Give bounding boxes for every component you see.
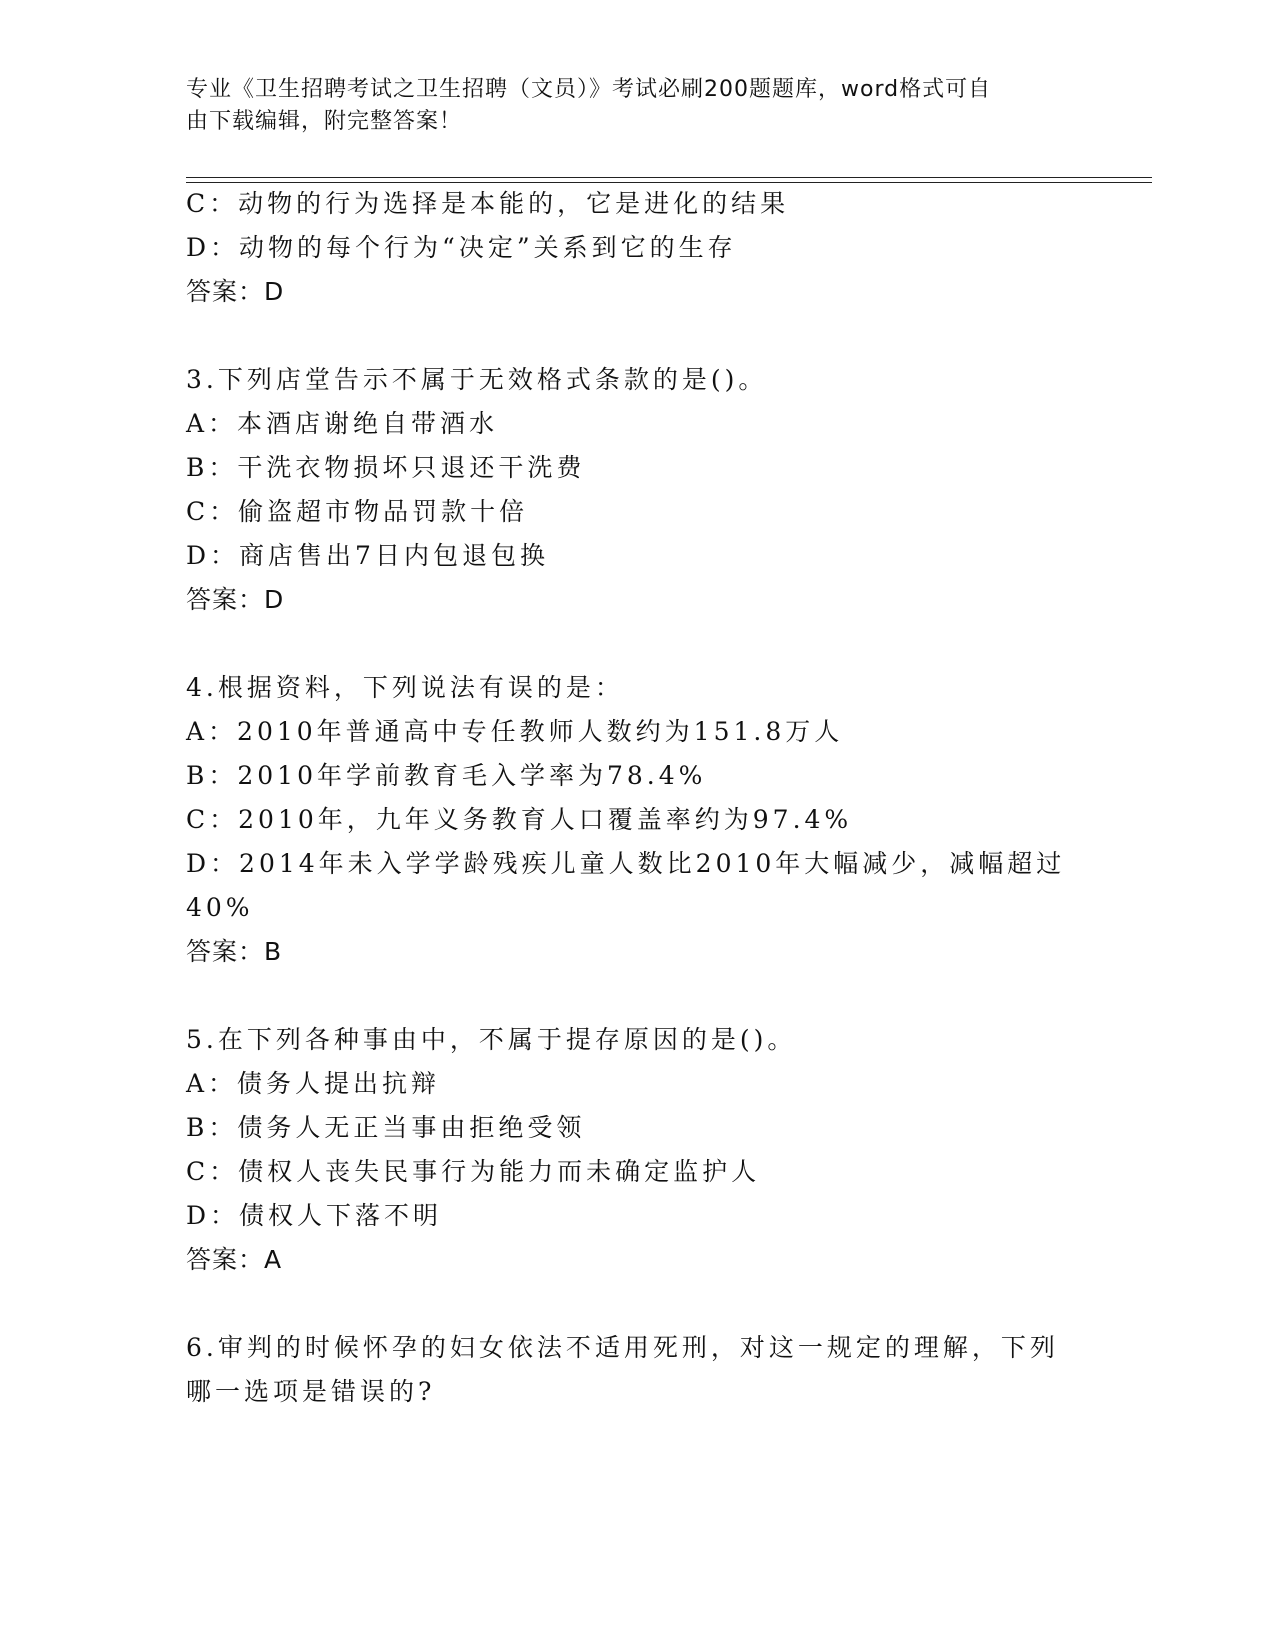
header-divider-top	[186, 177, 1152, 178]
q4-answer: 答案：B	[186, 937, 283, 966]
q2-answer: 答案：D	[186, 277, 285, 306]
q2-option-d: D：动物的每个行为“决定”关系到它的生存	[186, 233, 737, 262]
q4-option-d: D：2014年未入学学龄残疾儿童人数比2010年大幅减少，减幅超过	[186, 849, 1066, 878]
q5-option-d: D：债权人下落不明	[186, 1201, 443, 1230]
q3-option-d: D：商店售出7日内包退包换	[186, 541, 549, 570]
q5-option-c: C：债权人丧失民事行为能力而未确定监护人	[186, 1157, 761, 1186]
q6-stem: 6.审判的时候怀孕的妇女依法不适用死刑，对这一规定的理解，下列	[186, 1333, 1059, 1362]
q4-stem: 4.根据资料，下列说法有误的是：	[186, 673, 624, 702]
q5-option-b: B：债务人无正当事由拒绝受领	[186, 1113, 586, 1142]
q3-option-a: A：本酒店谢绝自带酒水	[186, 409, 499, 438]
q4-option-a: A：2010年普通高中专任教师人数约为151.8万人	[186, 717, 844, 746]
q4-option-b: B：2010年学前教育毛入学率为78.4%	[186, 761, 707, 790]
q2-option-c: C：动物的行为选择是本能的，它是进化的结果	[186, 189, 790, 218]
q6-stem-continued: 哪一选项是错误的?	[186, 1377, 436, 1406]
q3-option-b: B：干洗衣物损坏只退还干洗费	[186, 453, 586, 482]
q3-option-c: C：偷盗超市物品罚款十倍	[186, 497, 529, 526]
q4-option-c: C：2010年，九年义务教育人口覆盖率约为97.4%	[186, 805, 853, 834]
q3-stem: 3.下列店堂告示不属于无效格式条款的是()。	[186, 365, 768, 394]
q5-stem: 5.在下列各种事由中，不属于提存原因的是()。	[186, 1025, 797, 1054]
q5-answer: 答案：A	[186, 1245, 283, 1274]
header-line-1: 专业《卫生招聘考试之卫生招聘（文员）》考试必刷200题题库，word格式可自	[186, 77, 992, 102]
document-header	[186, 74, 1086, 138]
header-line-2: 由下载编辑，附完整答案！	[186, 109, 463, 134]
header-divider-bottom	[186, 182, 1152, 183]
q4-option-d-continued: 40%	[186, 893, 254, 922]
q3-answer: 答案：D	[186, 585, 285, 614]
q5-option-a: A：债务人提出抗辩	[186, 1069, 441, 1098]
